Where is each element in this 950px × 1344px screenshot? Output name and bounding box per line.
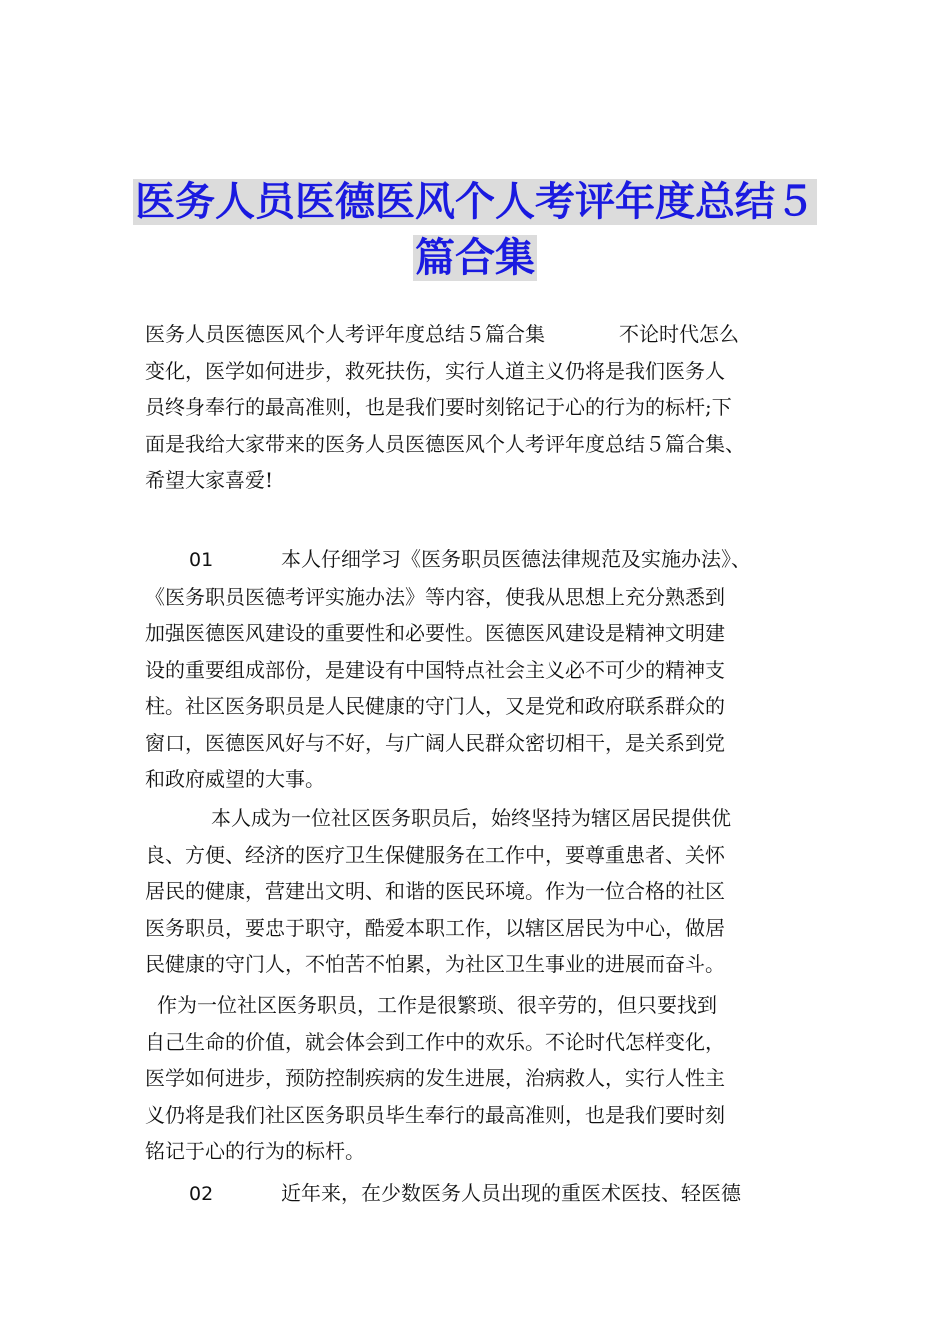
section-02-line-text: 近年来，在少数医务人员出现的重医术医技、轻医德 <box>281 1181 741 1205</box>
intro-line: 变化，医学如何进步，救死扶伤，实行人道主义仍将是我们医务人 <box>145 358 725 383</box>
intro-lead: 医务人员医德医风个人考评年度总结５篇合集 <box>145 322 545 346</box>
paragraph-2-line: 居民的健康，营建出文明、和谐的医民环境。作为一位合格的社区 <box>145 879 725 903</box>
section-number: 01 <box>189 549 214 571</box>
section-01-line: 和政府威望的大事。 <box>145 767 325 791</box>
title-line-2: 篇合集 <box>415 235 535 281</box>
intro-line: 希望大家喜爱! <box>145 468 274 492</box>
section-01-line-text: 本人仔细学习《医务职员医德法律规范及实施办法》、 <box>281 547 751 571</box>
intro-line <box>145 316 815 353</box>
title-line-1: 医务人员医德医风个人考评年度总结５ <box>135 179 815 225</box>
paragraph-2-line: 良、方便、经济的医疗卫生保健服务在工作中，要尊重患者、关怀 <box>145 842 725 867</box>
section-01-line: 《医务职员医德考评实施办法》等内容，使我从思想上充分熟悉到 <box>145 584 725 609</box>
section-number: 02 <box>189 1183 214 1205</box>
paragraph-2-line: 民健康的守门人，不怕苦不怕累，为社区卫生事业的进展而奋斗。 <box>145 952 725 976</box>
paragraph-3-line: 义仍将是我们社区医务职员毕生奉行的最高准则，也是我们要时刻 <box>145 1102 725 1127</box>
section-01-line: 窗口，医德医风好与不好，与广阔人民群众密切相干，是关系到党 <box>145 730 725 755</box>
paragraph-3-line: 作为一位社区医务职员，工作是很繁琐、很辛劳的，但只要找到 <box>157 993 717 1017</box>
paragraph-3 <box>145 987 815 1170</box>
paragraph-2-line: 本人成为一位社区医务职员后，始终坚持为辖区居民提供优 <box>211 806 731 830</box>
section-01-line: 设的重要组成部份，是建设有中国特点社会主义必不可少的精神支 <box>145 657 725 682</box>
paragraph-2-line: 医务职员，要忠于职守，酷爱本职工作，以辖区居民为中心，做居 <box>145 915 725 940</box>
section-02-first-line <box>145 1175 815 1213</box>
section-01-first-line <box>145 541 815 579</box>
paragraph-2 <box>145 800 815 983</box>
section-01 <box>145 541 815 798</box>
intro-line-text: 不论时代怎么 <box>619 322 739 346</box>
paragraph-3-line: 自己生命的价值，就会体会到工作中的欢乐。不论时代怎样变化， <box>145 1029 725 1054</box>
intro-line: 员终身奉行的最高准则，也是我们要时刻铭记于心的行为的标杆;下 <box>145 395 732 419</box>
document-title <box>120 174 830 286</box>
section-01-line: 柱。社区医务职员是人民健康的守门人，又是党和政府联系群众的 <box>145 694 725 718</box>
intro-paragraph <box>145 316 815 499</box>
section-02 <box>145 1175 815 1213</box>
paragraph-3-line: 铭记于心的行为的标杆。 <box>145 1139 365 1163</box>
section-01-line: 加强医德医风建设的重要性和必要性。医德医风建设是精神文明建 <box>145 621 725 645</box>
intro-line: 面是我给大家带来的医务人员医德医风个人考评年度总结５篇合集、 <box>145 431 745 456</box>
paragraph-3-line: 医学如何进步，预防控制疾病的发生进展，治病救人，实行人性主 <box>145 1066 725 1090</box>
